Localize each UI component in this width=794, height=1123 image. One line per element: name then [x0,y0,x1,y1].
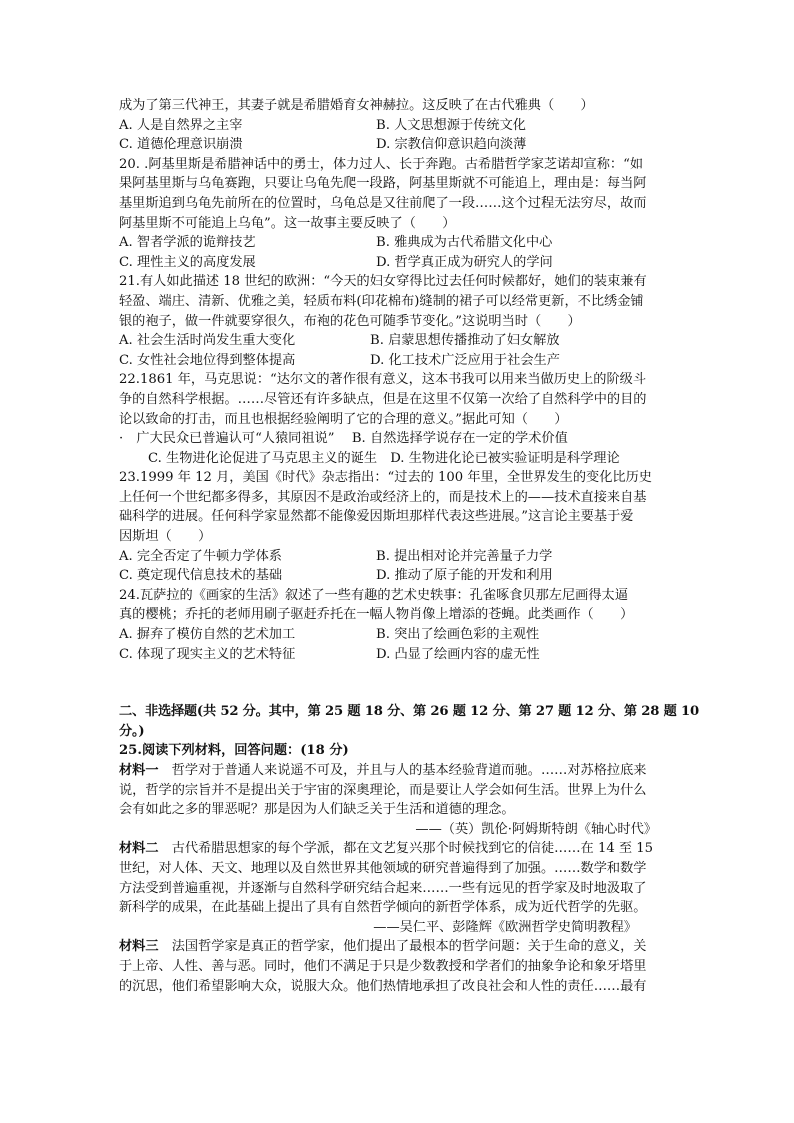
q20-option-d[interactable]: D. 哲学真正成为研究人的学问 [376,254,553,270]
q22-options-row-1[interactable]: · 广大民众已普遍认可“人猿同祖说” B. 自然选择学说存在一定的学术价值 [119,431,568,447]
q22-stem-line-2: 争的自然科学根据。……尽管还有许多缺点，但是在这里不仅第一次给了自然科学中的目的 [119,391,647,407]
q24-stem-line-1: 24.瓦萨拉的《画家的生活》叙述了一些有趣的艺术史轶事：孔雀啄食贝那左尼画得太逼 [119,587,628,603]
q22-options-row-2[interactable]: C. 生物进化论促进了马克思主义的诞生 D. 生物进化论已被实验证明是科学理论 [148,450,620,466]
q19-options-row-2 [119,135,685,155]
q21-options-row-1 [119,331,685,351]
q23-option-a[interactable]: A. 完全否定了牛顿力学体系 [119,548,282,564]
q23-stem-line-2: 上任何一个世纪都多得多，其原因不是政治或经济上的，而是技术上的——技术直接来自基 [119,489,647,505]
q25-material-2-line-1 [119,839,685,859]
q25-material-3-text-1: 法国哲学家是真正的哲学家，他们提出了最根本的哲学问题：关于生命的意义，关 [158,939,647,955]
q22-stem-line-1: 22.1861 年，马克思说：“达尔文的著作很有意义，这本书我可以用来当做历史上的阶级斗 [119,372,647,388]
document-page [119,96,699,996]
q23-options-row-1 [119,547,685,567]
q25-material-1-line-2: 说，哲学的宗旨并不是提出关于宇宙的深奥理论，而是要让人学会如何生活。世界上为什么 [119,782,647,798]
q20-stem-line-3: 基里斯追到乌龟先前所在的位置时，乌龟总是又往前爬了一段……这个过程无法穷尽，故而 [119,195,647,211]
q23-stem-line-4: 因斯坦（ ） [119,529,212,545]
q23-stem-line-3: 础科学的进展。任何科学家显然都不能像爱因斯坦那样代表这些进展。”这言论主要基于爱 [119,509,634,525]
q20-option-b[interactable]: B. 雅典成为古代希腊文化中心 [376,235,553,251]
q24-stem-line-2: 真的樱桃；乔托的老师用刷子驱赶乔托在一幅人物肖像上增添的苍蝇。此类画作（ ） [119,607,634,623]
q25-material-3-line-1 [119,937,685,957]
q25-material-2-line-3: 方法受到普遍重视，并逐渐与自然科学研究结合起来……一些有远见的哲学家及时地汲取了 [119,880,647,896]
q25-material-1-label: 材料一 [119,763,159,778]
q25-material-1-text-1: 哲学对于普通人来说遥不可及，并且与人的基本经验背道而驰。……对苏格拉底来 [158,763,647,778]
q25-material-2-label: 材料二 [119,841,159,857]
q21-stem-line-3: 银的袍子，做一件就要穿很久，布袍的花色可随季节变化。”这说明当时（ ） [119,313,581,329]
q21-stem-line-2: 轻盈、端庄、清新、优雅之美，轻质布料(印花棉布)缝制的裙子可以经常更新，不比绣金铺 [119,293,644,309]
q25-material-2-line-2: 世纪，对人体、天文、地理以及自然世界其他领域的研究普遍得到了加强。……数学和数学 [119,860,647,876]
q24-option-d[interactable]: D. 凸显了绘画内容的虚无性 [376,646,540,662]
q21-stem-line-1: 21.有人如此描述 18 世纪的欧洲：“今天的妇女穿得比过去任何时候都好，她们的装束兼有 [119,274,647,290]
q19-options-row-1 [119,116,685,136]
q21-options-row-2 [119,351,685,371]
q19-option-b[interactable]: B. 人文思想源于传统文化 [376,117,526,133]
q21-option-a[interactable]: A. 社会生活时尚发生重大变化 [119,333,296,349]
q19-stem: 成为了第三代神王，其妻子就是希腊婚育女神赫拉。这反映了在古代雅典（ ） [119,98,594,113]
q19-option-a[interactable]: A. 人是自然界之主宰 [119,117,243,133]
q24-option-b[interactable]: B. 突出了绘画色彩的主观性 [376,627,540,643]
q22-stem-line-3: 论以致命的打击，而且也根据经验阐明了它的合理的意义。”据此可知（ ） [119,411,568,427]
q20-options-row-1 [119,233,685,253]
q24-options-row-1 [119,625,685,645]
q25-material-2-line-4: 新科学的成果，在此基础上提出了具有自然哲学倾向的新哲学体系，成为近代哲学的先驱。 [119,900,647,916]
q21-option-b[interactable]: B. 启蒙思想传播推动了妇女解放 [370,333,560,349]
q24-option-c[interactable]: C. 体现了现实主义的艺术特征 [119,646,296,662]
q20-option-c[interactable]: C. 理性主义的高度发展 [119,254,256,270]
q23-stem-line-1: 23.1999 年 12 月，美国《时代》杂志指出：“过去的 100 年里，全世界发生的变化比历史 [119,470,652,486]
q23-option-c[interactable]: C. 奠定现代信息技术的基础 [119,568,283,584]
q25-material-3-label: 材料三 [119,939,159,955]
q25-title: 25.阅读下列材料，回答问题：(18 分) [119,743,349,759]
q19-option-c[interactable]: C. 道德伦理意识崩溃 [119,137,243,153]
q20-stem-line-4: 阿基里斯不可能追上乌龟”。这一故事主要反映了（ ） [119,215,456,231]
q25-material-1-source: ——（英）凯伦·阿姆斯特朗《轴心时代》 [415,821,657,837]
q25-material-3-line-2: 于上帝、人性、善与恶。同时，他们不满足于只是少数教授和学者们的抽象争论和象牙塔里 [119,958,647,974]
q25-material-1-line-3: 会有如此之多的罪恶呢？那是因为人们缺乏关于生活和道德的理念。 [119,802,515,818]
q20-options-row-2 [119,253,685,273]
section2-heading-line-2: 分。) [119,723,145,739]
section2-heading-line-1: 二、非选择题(共 52 分。其中，第 25 题 18 分、第 26 题 12 分、第 27 题 12 分、第 28 题 10 [119,704,699,720]
q23-option-b[interactable]: B. 提出相对论并完善量子力学 [376,548,553,564]
q25-material-2-source: ——吴仁平、彭隆辉《欧洲哲学史简明教程》 [373,919,637,935]
q21-option-d[interactable]: D. 化工技术广泛应用于社会生产 [370,352,560,368]
q23-option-d[interactable]: D. 推动了原子能的开发和利用 [376,568,553,584]
q24-option-a[interactable]: A. 摒弃了模仿自然的艺术加工 [119,627,296,643]
q25-material-1-line-1 [119,761,685,781]
q23-options-row-2 [119,566,685,586]
q19-option-d[interactable]: D. 宗教信仰意识趋向淡薄 [376,137,527,153]
q25-material-2-text-1: 古代希腊思想家的每个学派，都在文艺复兴那个时候找到它的信徒……在 14 至 15 [158,841,654,857]
q21-option-c[interactable]: C. 女性社会地位得到整体提高 [119,352,296,368]
section-gap [119,664,685,702]
q24-options-row-2 [119,645,685,665]
q25-material-3-line-3: 的沉思，他们希望影响大众，说服大众。他们热情地承担了改良社会和人性的责任……最有 [119,978,647,994]
q20-option-a[interactable]: A. 智者学派的诡辩技艺 [119,235,256,251]
q20-stem-line-2: 果阿基里斯与乌龟赛跑，只要让乌龟先爬一段路，阿基里斯就不可能追上，理由是：每当阿 [119,176,647,192]
q20-stem-line-1: 20. .阿基里斯是希腊神话中的勇士，体力过人、长于奔跑。古希腊哲学家芝诺却宣称：“如 [119,156,644,172]
